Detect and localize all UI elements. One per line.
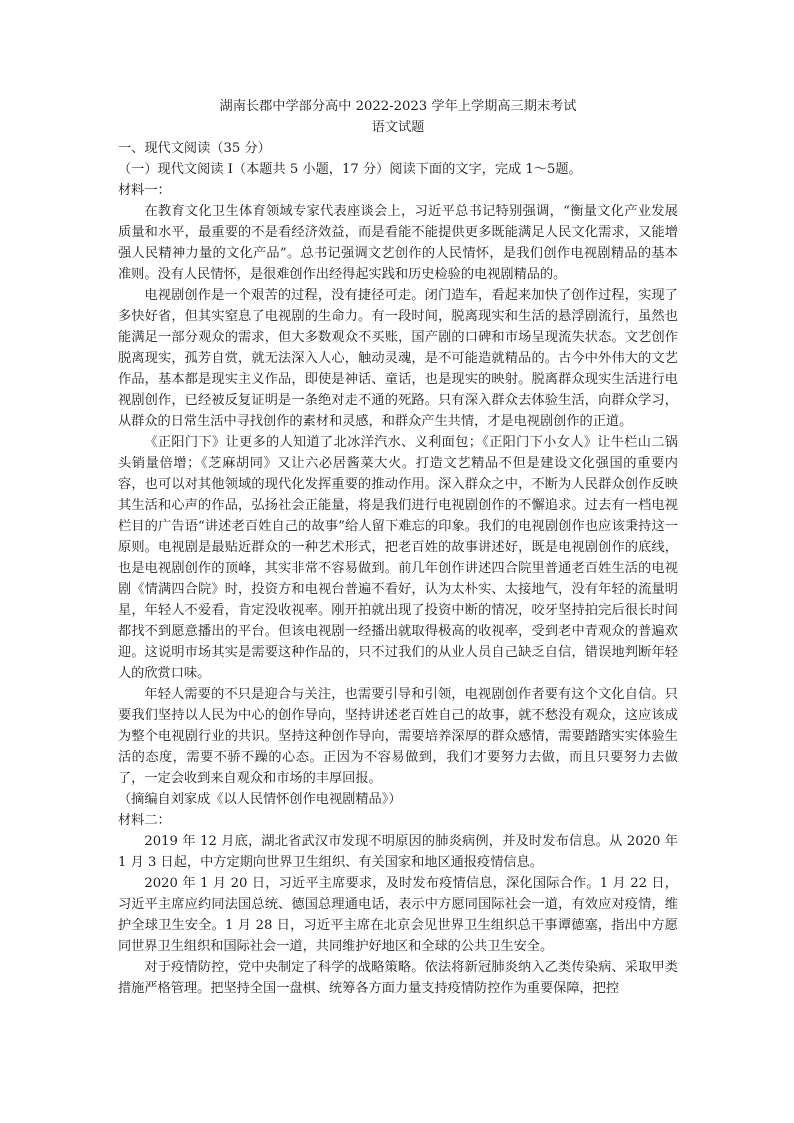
sub-section-heading: （一）现代文阅读 I（本题共 5 小题，17 分）阅读下面的文字，完成 1～5题。 <box>118 162 582 177</box>
material1-paragraph: 《正阳门下》让更多的人知道了北冰洋汽水、义利面包；《正阳门下小女人》让牛栏山二锅头销量倍增；《芝麻胡同》又让六必居酱菜大火。打造文艺精品不但是建设文化强国的重要内容，也可以对其他领域的现代化发挥重要的推动作用。深入群众之中，不断为人民群众创作反映其生活和心声的作品，弘扬社会正能量，将是我们进行电视剧创作的不懈追求。过去有一档电视栏目的广告语“讲述老百姓自己的故事”给人留下难忘的印象。我们的电视剧创作也应该秉持这一原则。电视剧是最贴近群众的一种艺术形式，把老百姓的故事讲述好，既是电视剧创作的底线，也是电视剧创作的顶峰，其实非常不容易做到。前几年创作讲述四合院里普通老百姓生活的电视剧《情满四合院》时，投资方和电视台普遍不看好，认为太朴实、太接地气，没有年轻的流量明星，年轻人不爱看，肯定没收视率。刚开拍就出现了投资中断的情况，咬牙坚持拍完后很长时间都找不到愿意播出的平台。但该电视剧一经播出就取得极高的收视率，受到老中青观众的普遍欢迎。这说明市场其实是需要这种作品的，只不过我们的从业人员自己缺乏自信，错误地判断年轻人的欣赏口味。 <box>118 435 678 681</box>
material1-source: （摘编自刘家成《以人民情怀创作电视剧精品》） <box>118 792 402 807</box>
material1-paragraph: 年轻人需要的不只是迎合与关注，也需要引导和引领，电视剧创作者要有这个文化自信。只要我们坚持以人民为中心的创作导向，坚持讲述老百姓自己的故事，就不愁没有观众，这应该成为整个电视剧行业的共识。坚持这种创作导向，需要培养深厚的群众感情，需要踏踏实实体验生活的态度，需要不骄不躁的心态。正因为不容易做到，我们才要努力去做，而且只要努力去做了，一定会收到来自观众和市场的丰厚回报。 <box>118 687 678 786</box>
material2-paragraph: 2019 年 12 月底，湖北省武汉市发现不明原因的肺炎病例，并及时发布信息。从 2020 年 1 月 3 日起，中方定期向世界卫生组织、有关国家和地区通报疫情信息。 <box>118 834 678 870</box>
material2-paragraph: 2020 年 1 月 20 日，习近平主席要求，及时发布疫情信息，深化国际合作。1 月 22 日，习近平主席应约同法国总统、德国总理通电话，表示中方愿同国际社会一道，有效应对疫情，维护全球卫生安全。1 月 28 日，习近平主席在北京会见世界卫生组织总干事谭德塞，指出中方愿同世界卫生组织和国际社会一道，共同维护好地区和全球的公共卫生安全。 <box>118 876 678 954</box>
material2-paragraph: 对于疫情防控，党中央制定了科学的战略策略。依法将新冠肺炎纳入乙类传染病、采取甲类措施严格管理。把坚持全国一盘棋、统筹各方面力量支持疫情防控作为重要保障，把控 <box>118 960 678 996</box>
material1-paragraph: 电视剧创作是一个艰苦的过程，没有捷径可走。闭门造车，看起来加快了创作过程，实现了多快好省，但其实窒息了电视剧的生命力。有一段时间，脱离现实和生活的悬浮剧流行，虽然也能满足一部分观众的需求，但大多数观众不买账，国产剧的口碑和市场呈现流失状态。文艺创作脱离现实，孤芳自赏，就无法深入人心，触动灵魂，是不可能造就精品的。古今中外伟大的文艺作品，基本都是现实主义作品，即使是神话、童话，也是现实的映射。脱离群众现实生活进行电视剧创作，已经被反复证明是一条绝对走不通的死路。只有深入群众去体验生活，向群众学习，从群众的日常生活中寻找创作的素材和灵感，和群众产生共情，才是电视剧创作的正道。 <box>118 288 678 429</box>
exam-title: 湖南长郡中学部分高中 2022-2023 学年上学期高三期末考试 <box>219 99 577 114</box>
exam-subtitle: 语文试题 <box>371 120 425 135</box>
exam-page <box>118 96 678 999</box>
material2-label: 材料二： <box>118 813 171 828</box>
material1-paragraph: 在教育文化卫生体育领域专家代表座谈会上，习近平总书记特别强调，“衡量文化产业发展质量和水平，最重要的不是看经济效益，而是看能不能提供更多既能满足人民文化需求，又能增强人民精神力量的文化产品”。总书记强调文艺创作的人民情怀，是我们创作电视剧精品的基本准则。没有人民情怀，是很难创作出经得起实践和历史检验的电视剧精品的。 <box>118 204 678 282</box>
material1-label: 材料一： <box>118 183 171 198</box>
section-heading: 一、现代文阅读（35 分） <box>118 141 271 156</box>
